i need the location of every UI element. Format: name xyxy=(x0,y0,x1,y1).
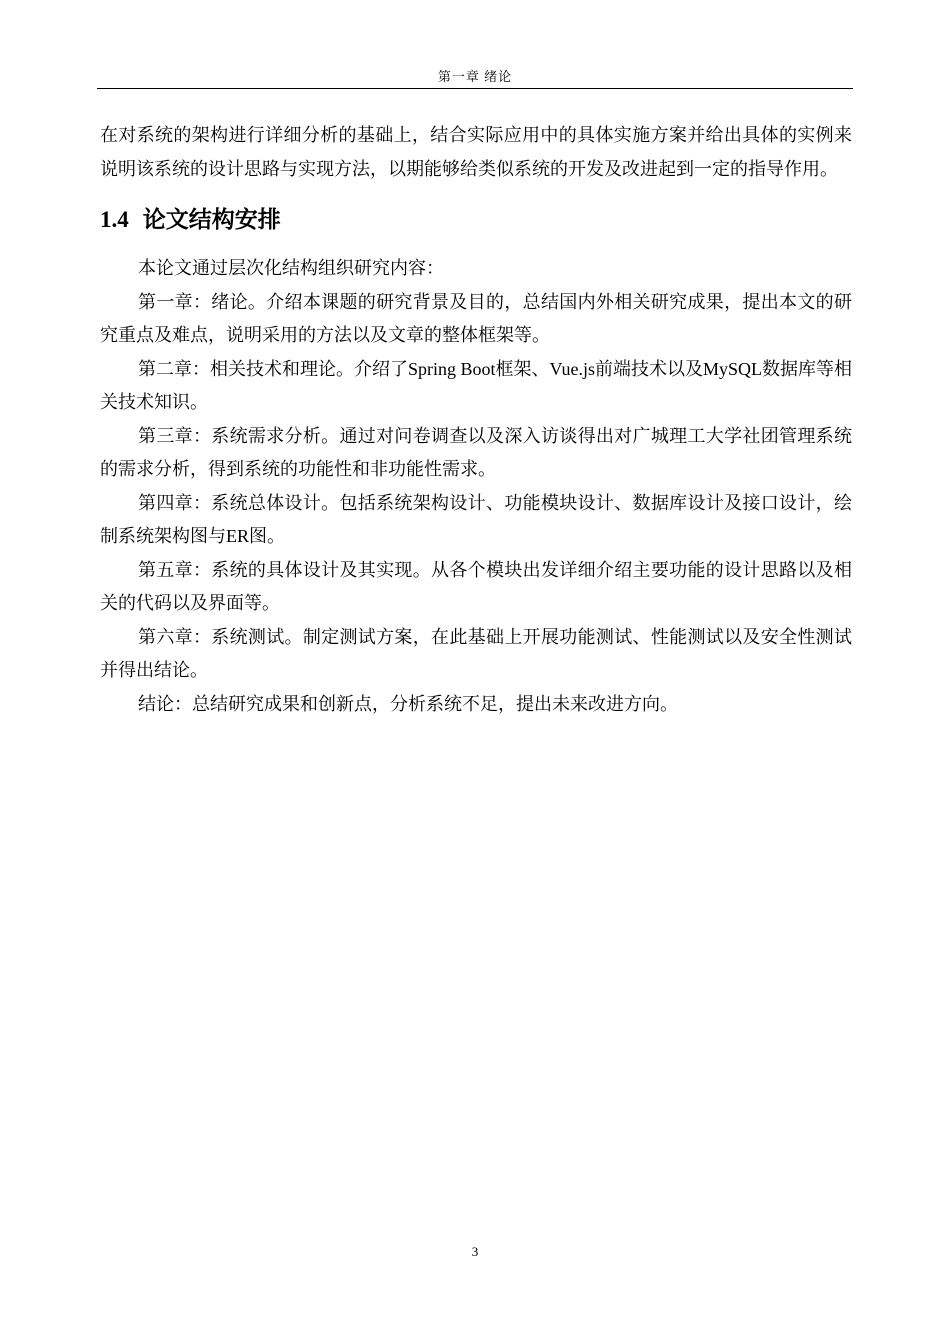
paragraph-chapter-4: 第四章：系统总体设计。包括系统架构设计、功能模块设计、数据库设计及接口设计，绘制系统架构图与ER图。 xyxy=(100,492,852,546)
page-header xyxy=(97,62,853,89)
intro-paragraph: 在对系统的架构进行详细分析的基础上，结合实际应用中的具体实施方案并给出具体的实例来说明该系统的设计思路与实现方法，以期能够给类似系统的开发及改进起到一定的指导作用。 xyxy=(100,125,852,179)
paragraph-chapter-6: 第六章：系统测试。制定测试方案，在此基础上开展功能测试、性能测试以及安全性测试并得出结论。 xyxy=(100,626,852,680)
paragraph-chapter-2: 第二章：相关技术和理论。介绍了Spring Boot框架、Vue.js前端技术以及MySQL数据库等相关技术知识。 xyxy=(100,358,852,412)
paragraph-overview: 本论文通过层次化结构组织研究内容： xyxy=(138,258,444,278)
page-number: 3 xyxy=(471,1244,479,1259)
paragraph-conclusion: 结论：总结研究成果和创新点，分析系统不足，提出未来改进方向。 xyxy=(138,693,678,714)
section-heading xyxy=(100,200,852,240)
paragraph-chapter-1: 第一章：绪论。介绍本课题的研究背景及目的，总结国内外相关研究成果，提出本文的研究重点及难点，说明采用的方法以及文章的整体框架等。 xyxy=(100,291,852,345)
section-number: 1.4 xyxy=(100,207,129,232)
section-title: 论文结构安排 xyxy=(142,207,281,232)
page-body xyxy=(100,119,852,721)
paragraph-chapter-3: 第三章：系统需求分析。通过对问卷调查以及深入访谈得出对广城理工大学社团管理系统的需求分析，得到系统的功能性和非功能性需求。 xyxy=(100,425,852,479)
paragraph-chapter-5: 第五章：系统的具体设计及其实现。从各个模块出发详细介绍主要功能的设计思路以及相关的代码以及界面等。 xyxy=(100,559,852,613)
chapter-header-title: 第一章 绪论 xyxy=(437,69,513,84)
